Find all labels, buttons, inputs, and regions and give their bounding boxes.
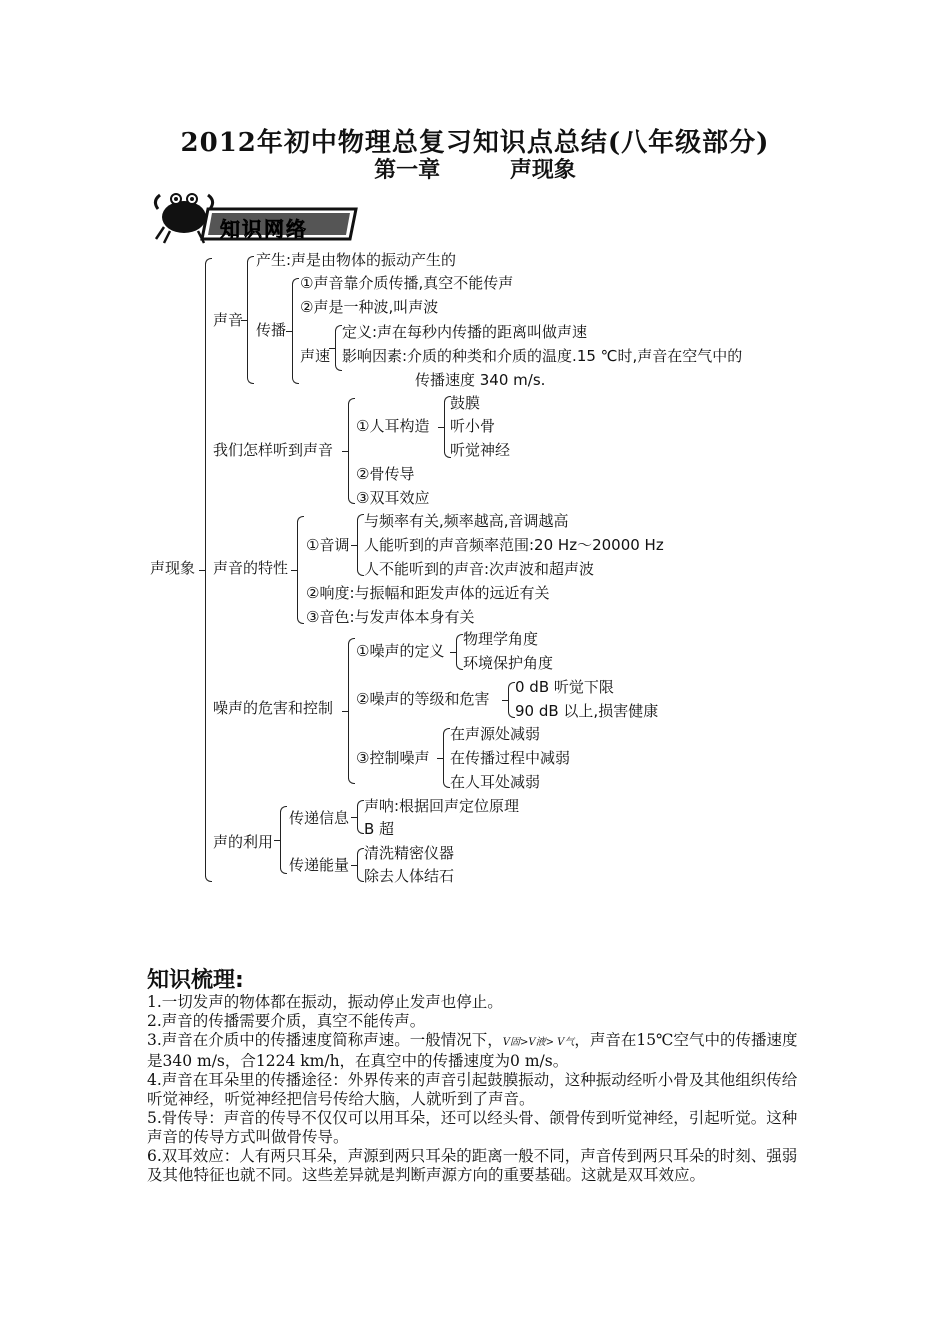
node-ear-structure: ①人耳构造 bbox=[356, 417, 430, 435]
node-speed-factor-1: 影响因素:介质的种类和介质的温度.15 ℃时,声音在空气中的 bbox=[342, 347, 743, 365]
node-noise-control-3: 在人耳处减弱 bbox=[450, 773, 541, 791]
root-node: 声现象 bbox=[150, 559, 196, 577]
noise-level-brace bbox=[508, 682, 515, 718]
node-speed-def: 定义:声在每秒内传播的距离叫做声速 bbox=[342, 323, 588, 341]
node-pitch-1: 与频率有关,频率越高,音调越高 bbox=[364, 512, 569, 530]
node-energy-2: 除去人体结石 bbox=[364, 867, 455, 885]
node-prop-1: ①声音靠介质传播,真空不能传声 bbox=[300, 274, 514, 292]
node-noise-level: ②噪声的等级和危害 bbox=[356, 690, 490, 708]
speed-order: V固>V液> V气 bbox=[502, 1037, 575, 1048]
node-propagation: 传播 bbox=[256, 321, 287, 339]
note-5: 5.骨传导：声音的传导不仅仅可以用耳朵，还可以经头骨、颌骨传到听觉神经，引起听觉。这种声音的传导方式叫做骨传导。 bbox=[147, 1109, 798, 1146]
node-noise-def-1: 物理学角度 bbox=[463, 630, 539, 648]
node-prop-2: ②声是一种波,叫声波 bbox=[300, 298, 439, 316]
node-timbre: ③音色:与发声体本身有关 bbox=[306, 608, 475, 626]
noise-brace bbox=[348, 638, 355, 784]
node-energy: 传递能量 bbox=[289, 856, 350, 874]
characteristics-brace bbox=[297, 516, 304, 624]
knowledge-notes bbox=[147, 993, 809, 1185]
node-noise-level-2: 90 dB 以上,损害健康 bbox=[515, 702, 659, 720]
note-3-part-a: 3.声音在介质中的传播速度简称声速。一般情况下， bbox=[147, 1031, 503, 1049]
node-bone-conduction: ②骨传导 bbox=[356, 465, 415, 483]
document-title: 2012年初中物理总复习知识点总结(八年级部分) bbox=[180, 128, 770, 158]
node-auditory-nerve: 听觉神经 bbox=[450, 441, 511, 459]
node-eardrum: 鼓膜 bbox=[450, 394, 481, 412]
note-3 bbox=[147, 1031, 809, 1071]
note-2: 2.声音的传播需要介质，真空不能传声。 bbox=[147, 1012, 426, 1030]
note-1: 1.一切发声的物体都在振动，振动停止发声也停止。 bbox=[147, 993, 503, 1011]
node-speed: 声速 bbox=[300, 347, 331, 365]
node-loudness: ②响度:与振幅和距发声体的远近有关 bbox=[306, 584, 550, 602]
noise-control-brace bbox=[443, 728, 450, 788]
node-sound: 声音 bbox=[213, 311, 244, 329]
sound-brace bbox=[247, 256, 254, 384]
node-pitch: ①音调 bbox=[306, 536, 350, 554]
noise-def-brace bbox=[456, 634, 463, 670]
node-noise-def: ①噪声的定义 bbox=[356, 642, 445, 660]
use-brace bbox=[280, 806, 287, 874]
section-heading: 知识梳理: bbox=[147, 968, 244, 993]
node-noise-def-2: 环境保护角度 bbox=[463, 654, 554, 672]
node-energy-1: 清洗精密仪器 bbox=[364, 844, 455, 862]
note-4: 4.声音在耳朵里的传播途径：外界传来的声音引起鼓膜振动，这种振动经听小骨及其他组织传给听觉神经，听觉神经把信号传给大脑，人就听到了声音。 bbox=[147, 1071, 798, 1108]
info-brace bbox=[357, 800, 364, 834]
speed-brace bbox=[335, 325, 342, 371]
node-ossicles: 听小骨 bbox=[450, 417, 496, 435]
node-info-2: B 超 bbox=[364, 820, 395, 838]
node-info-1: 声呐:根据回声定位原理 bbox=[364, 797, 520, 815]
pitch-brace bbox=[357, 514, 364, 576]
node-noise-control: ③控制噪声 bbox=[356, 749, 430, 767]
node-sound-production: 产生:声是由物体的振动产生的 bbox=[256, 251, 457, 269]
node-info: 传递信息 bbox=[289, 809, 350, 827]
node-characteristics: 声音的特性 bbox=[213, 559, 289, 577]
energy-brace bbox=[357, 848, 364, 882]
node-pitch-2: 人能听到的声音频率范围:20 Hz～20000 Hz bbox=[364, 536, 664, 554]
node-noise-control-1: 在声源处减弱 bbox=[450, 725, 541, 743]
node-noise-level-1: 0 dB 听觉下限 bbox=[515, 678, 614, 696]
node-speed-factor-2: 传播速度 340 m/s. bbox=[415, 371, 546, 389]
hearing-brace bbox=[348, 398, 355, 504]
chapter-title: 第一章 声现象 bbox=[374, 157, 576, 183]
knowledge-network-label: 知识网络 bbox=[220, 217, 308, 241]
note-6: 6.双耳效应：人有两只耳朵，声源到两只耳朵的距离一般不同，声音传到两只耳朵的时刻、强弱及其他特征也就不同。这些差异就是判断声源方向的重要基础。这就是双耳效应。 bbox=[147, 1147, 798, 1184]
node-hearing: 我们怎样听到声音 bbox=[213, 441, 334, 459]
note-3-part-b: ，声音在15℃空气中的传播速度是340 m/s，合1224 km/h，在真空中的传播速度为0 m/s。 bbox=[147, 1031, 798, 1070]
node-noise-control-2: 在传播过程中减弱 bbox=[450, 749, 571, 767]
root-brace bbox=[205, 258, 212, 882]
propagation-brace bbox=[292, 278, 299, 384]
node-binaural: ③双耳效应 bbox=[356, 489, 430, 507]
node-use: 声的利用 bbox=[213, 833, 274, 851]
node-pitch-3: 人不能听到的声音:次声波和超声波 bbox=[364, 560, 595, 578]
node-noise: 噪声的危害和控制 bbox=[213, 699, 334, 717]
